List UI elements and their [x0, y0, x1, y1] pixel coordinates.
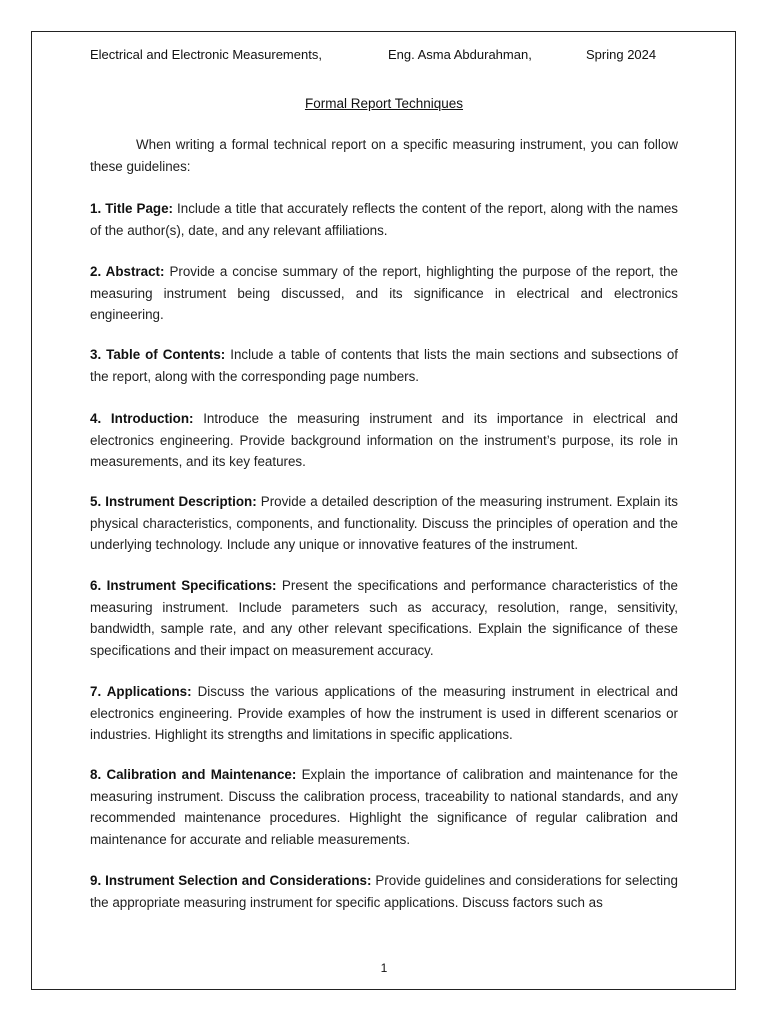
section-text: Provide a concise summary of the report, highlighting the purpose of the report, the measuring instrument being discussed, and its significance in electrical and electronics engineering.	[90, 264, 679, 322]
section-title-page	[90, 198, 678, 241]
section-text: Explain the importance of calibration and maintenance for the measuring instrument. Discuss the calibration process, traceability to national standards, and any recommended maintenance procedures. Highlight the significance of regular calibration and maintenance for accurate and reliable measurements.	[90, 767, 678, 847]
document-title: Formal Report Techniques	[304, 96, 464, 111]
section-heading: 1. Title Page:	[90, 201, 173, 216]
section-calibration-maintenance	[90, 764, 678, 850]
section-heading: 9. Instrument Selection and Considerations:	[90, 873, 372, 888]
header-term: Spring 2024	[586, 47, 657, 62]
section-heading: 7. Applications:	[90, 684, 192, 699]
page-number: 1	[380, 961, 388, 975]
section-text: Include a title that accurately reflects the content of the report, along with the names of the author(s), date, and any relevant affiliations.	[90, 201, 678, 238]
section-text: Include a table of contents that lists the main sections and subsections of the report, along with the corresponding page numbers.	[90, 347, 678, 384]
section-heading: 5. Instrument Description:	[90, 494, 257, 509]
section-heading: 3. Table of Contents:	[90, 347, 226, 362]
header-course: Electrical and Electronic Measurements,	[90, 47, 322, 62]
section-heading: 2. Abstract:	[90, 264, 165, 279]
intro-paragraph: When writing a formal technical report on a specific measuring instrument, you can follow these guidelines:	[90, 137, 678, 174]
section-text: Introduce the measuring instrument and its importance in electrical and electronics engineering. Provide background information on the instrument’s purpose, its role in measurements, and its key features.	[90, 411, 678, 469]
section-table-of-contents	[90, 344, 678, 387]
section-heading: 6. Instrument Specifications:	[90, 578, 277, 593]
section-heading: 4. Introduction:	[90, 411, 194, 426]
section-text: Present the specifications and performance characteristics of the measuring instrument. Include parameters such as accuracy, resolution, range, sensitivity, bandwidth, sample rate, and any other relevant specifications. Explain the significance of these specifications and their impact on measurement accuracy.	[90, 578, 679, 658]
page-header	[90, 47, 690, 65]
section-introduction	[90, 408, 678, 473]
section-heading: 8. Calibration and Maintenance:	[90, 767, 297, 782]
section-abstract	[90, 261, 678, 326]
section-instrument-description	[90, 491, 678, 556]
section-text: Discuss the various applications of the measuring instrument in electrical and electronics engineering. Provide examples of how the instrument is used in different scenarios or industries. Highlight its strengths and limitations in specific applications.	[90, 684, 679, 742]
header-author: Eng. Asma Abdurahman,	[388, 47, 532, 62]
section-text: Provide guidelines and considerations for selecting the appropriate measuring instrument for specific applications. Discuss factors such as	[90, 873, 678, 910]
section-instrument-selection	[90, 870, 678, 913]
section-text: Provide a detailed description of the measuring instrument. Explain its physical characteristics, components, and functionality. Discuss the principles of operation and the underlying technology. Include any unique or innovative features of the instrument.	[90, 494, 678, 552]
section-instrument-specifications	[90, 575, 678, 661]
section-applications	[90, 681, 678, 746]
